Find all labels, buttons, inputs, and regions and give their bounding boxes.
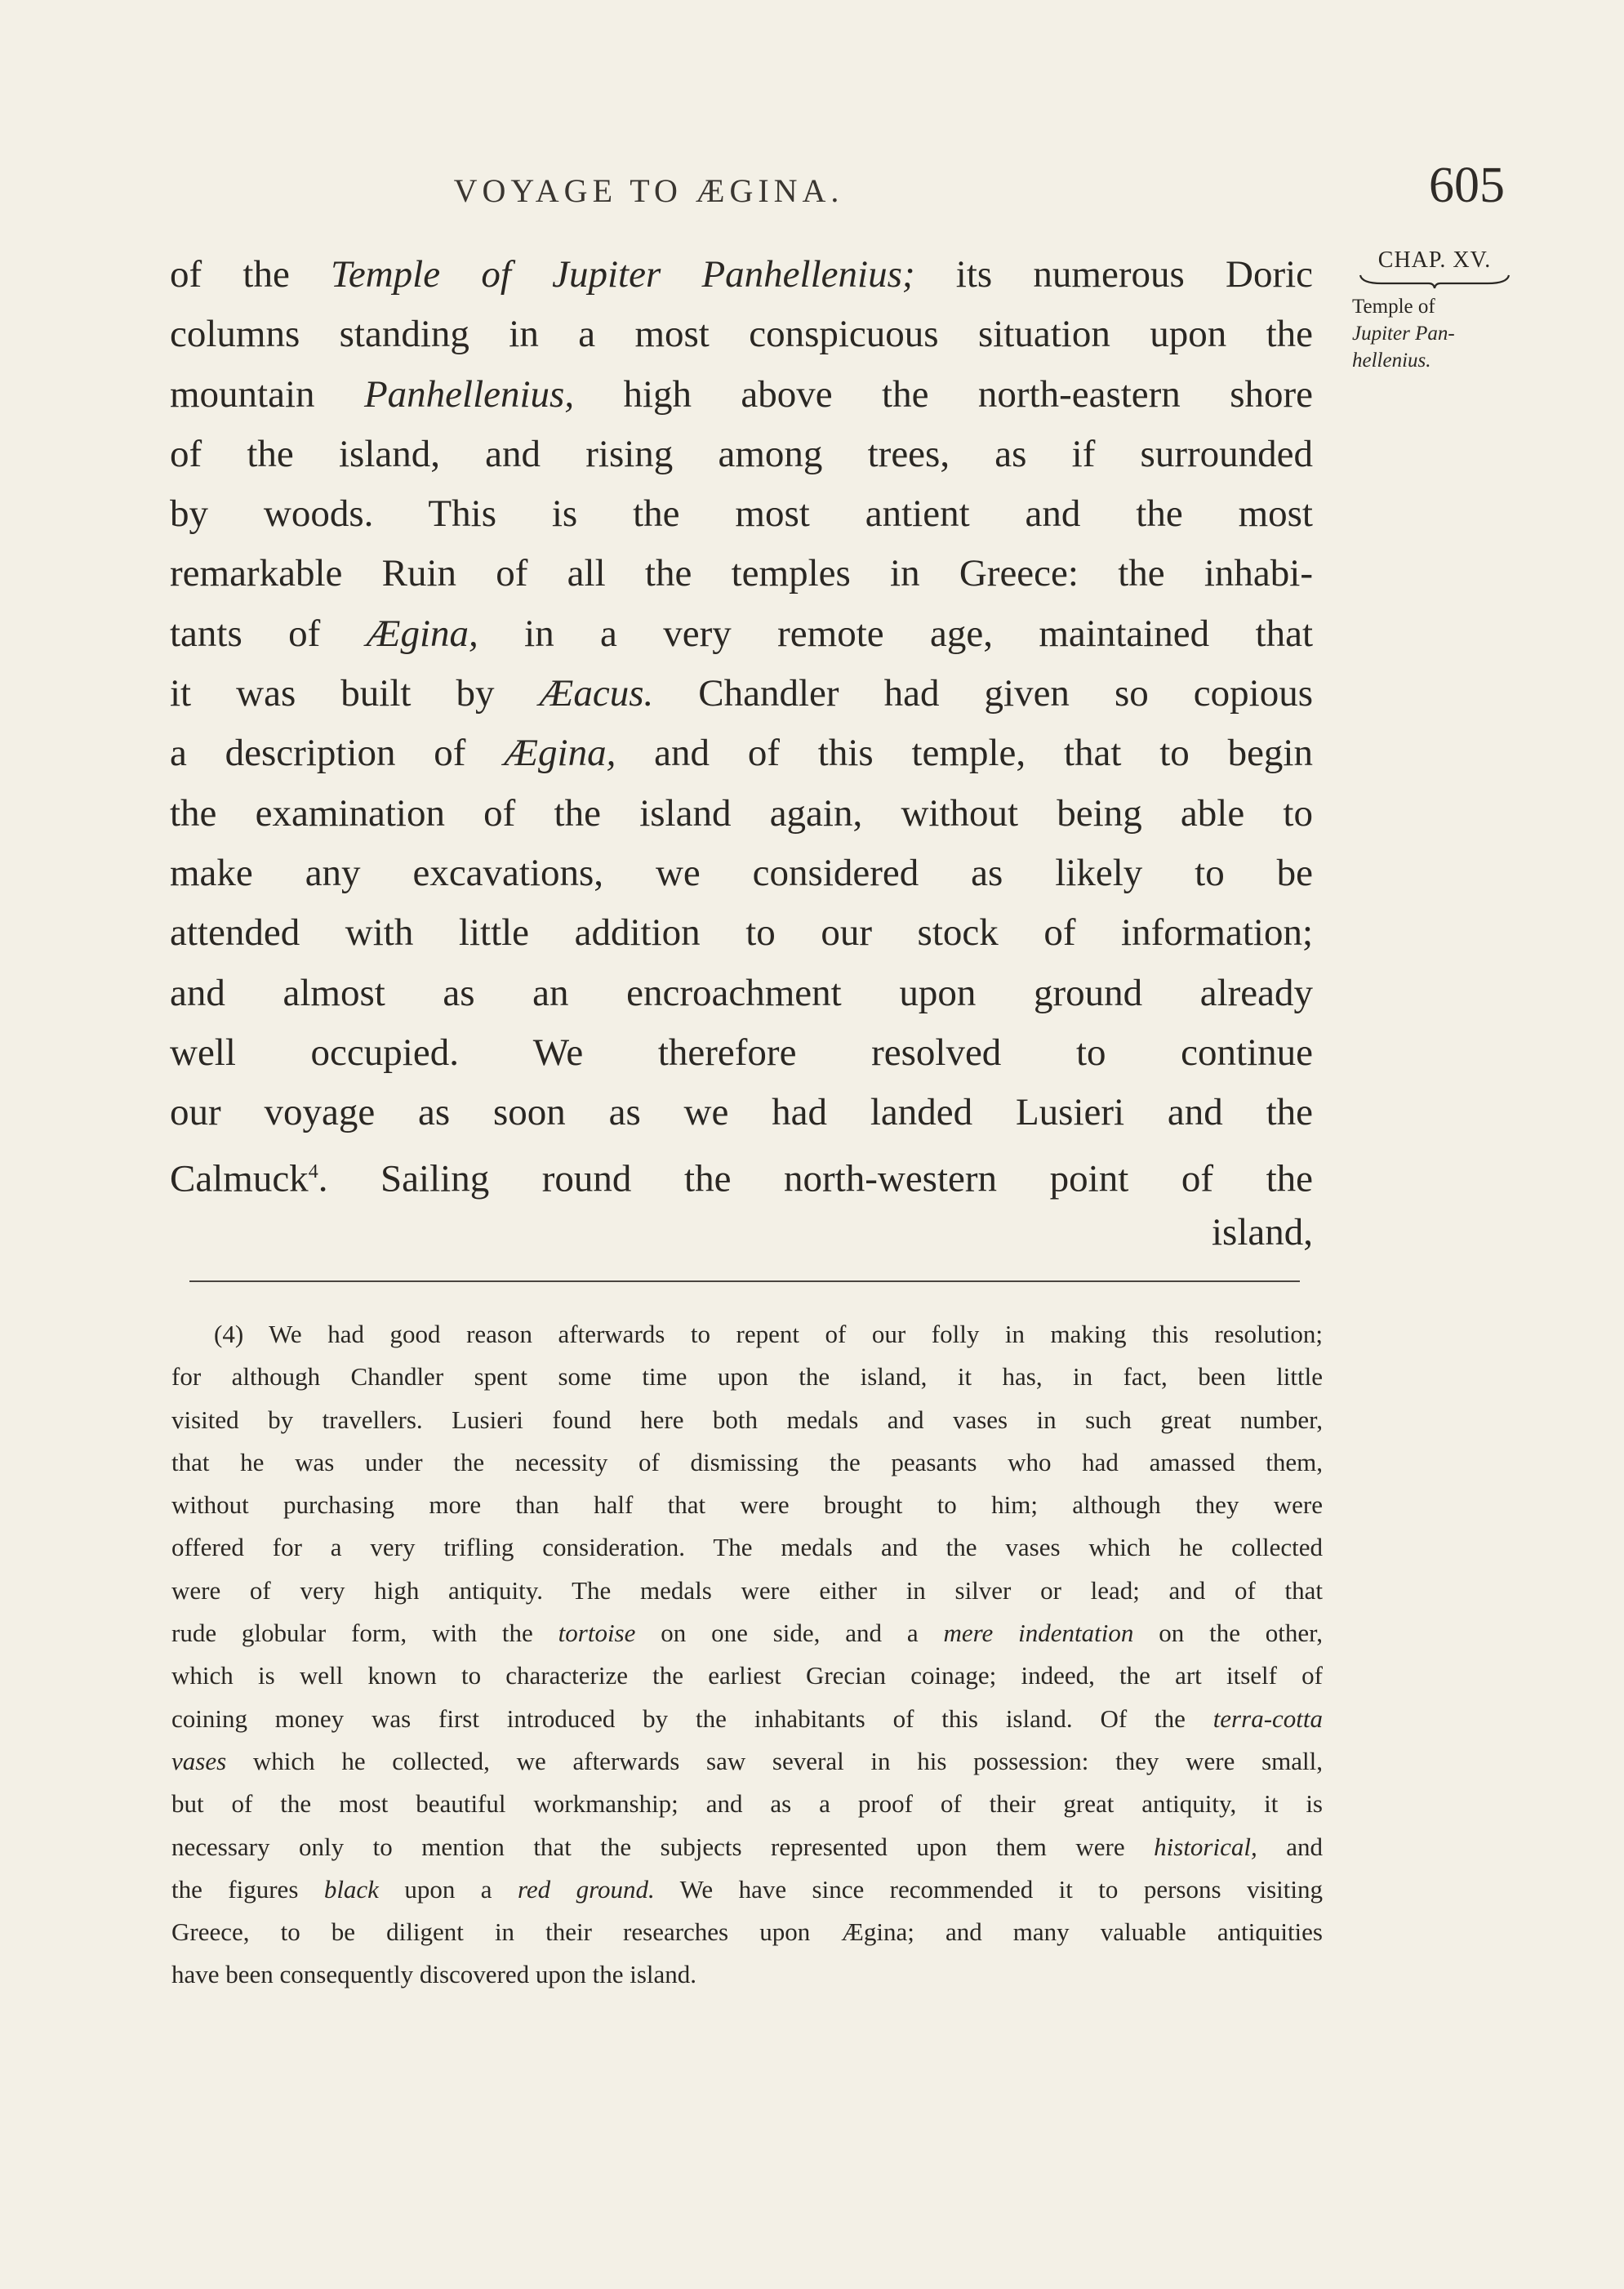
text-line: a description of Ægina, and of this temple, that to begin: [170, 732, 1313, 775]
brace-icon: [1357, 274, 1512, 290]
text-line: tants of Ægina, in a very remote age, maintained that: [170, 612, 1314, 655]
text-line: by woods. This is the most antient and the most: [170, 492, 1313, 536]
text-line: make any excavations, we considered as likely to be: [170, 851, 1313, 894]
margin-topic: [1349, 293, 1520, 374]
text-line: columns standing in a most conspicuous situation upon the: [170, 313, 1313, 356]
margin-topic-line: hellenius.: [1352, 350, 1431, 372]
running-head: VOYAGE TO ÆGINA.: [453, 172, 844, 209]
footnote-line: the figures black upon a red ground. We have since recommended it to persons visiting: [171, 1874, 1323, 1904]
text-line: attended with little addition to our stock of information;: [170, 911, 1313, 955]
footnote-line: visited by travellers. Lusieri found here both medals and vases in such great number,: [171, 1405, 1323, 1434]
text-line: of the island, and rising among trees, as if surrounded: [170, 432, 1313, 475]
text-line: mountain Panhellenius, high above the north-eastern shore: [170, 372, 1313, 416]
footnote-line: rude globular form, with the tortoise on one side, and a mere indentation on the other,: [171, 1619, 1324, 1648]
margin-topic-line: Jupiter Pan-: [1352, 323, 1455, 345]
text-line: well occupied. We therefore resolved to continue: [170, 1031, 1313, 1074]
footnote-line: offered for a very trifling consideration. The medals and the vases which he collected: [171, 1533, 1323, 1562]
text-line: the examination of the island again, without being able to: [170, 791, 1313, 835]
footnote-line: have been consequently discovered upon the island.: [171, 1960, 697, 1989]
body-text: [170, 245, 1313, 1263]
catchword-line: island,: [1211, 1210, 1313, 1254]
footnote-line: coining money was first introduced by the inhabitants of this island. Of the terra-cotta: [171, 1703, 1323, 1733]
footnote-marker: 4: [308, 1161, 318, 1183]
footnote-line: (4) We had good reason afterwards to repent of our folly in making this resolution;: [214, 1320, 1323, 1348]
footnote-line: that he was under the necessity of dismissing the peasants who had amassed them,: [171, 1447, 1323, 1476]
footnote-line: for although Chandler spent some time upon the island, it has, in fact, been little: [171, 1362, 1323, 1392]
page-number: 605: [1429, 158, 1505, 213]
footnote-line: vases which he collected, we afterwards saw several in his possession: they were small,: [171, 1746, 1323, 1775]
margin-topic-line: Temple of: [1352, 296, 1435, 318]
text-line: our voyage as soon as we had landed Lusieri and the: [170, 1091, 1313, 1134]
chapter-label: CHAP. XV.: [1377, 247, 1492, 273]
margin-note: [1349, 247, 1520, 374]
text-line: it was built by Æacus. Chandler had given so copious: [170, 672, 1314, 715]
footnote-line: without purchasing more than half that were brought to him; although they were: [171, 1490, 1323, 1520]
footnote-line: were of very high antiquity. The medals were either in silver or lead; and of that: [171, 1575, 1323, 1605]
footnote-line: but of the most beautiful workmanship; and as a proof of their great antiquity, it is: [171, 1789, 1323, 1819]
footnote-line: which is well known to characterize the earliest Grecian coinage; indeed, the art itself of: [171, 1661, 1323, 1690]
text-line: of the Temple of Jupiter Panhellenius; its numerous Doric: [170, 253, 1314, 296]
footnote-line: Greece, to be diligent in their researches upon Ægina; and many valuable antiquities: [171, 1917, 1323, 1947]
text-line: Calmuck$^4$. Sailing round the north-western point of the: [170, 1158, 1313, 1201]
footnote-line: necessary only to mention that the subjects represented upon them were historical, and: [171, 1832, 1323, 1861]
text-line: and almost as an encroachment upon ground already: [170, 971, 1313, 1014]
footnote: [171, 1313, 1323, 1997]
text-line: remarkable Ruin of all the temples in Greece: the inhabi-: [170, 552, 1313, 595]
footnote-rule: [189, 1280, 1300, 1282]
